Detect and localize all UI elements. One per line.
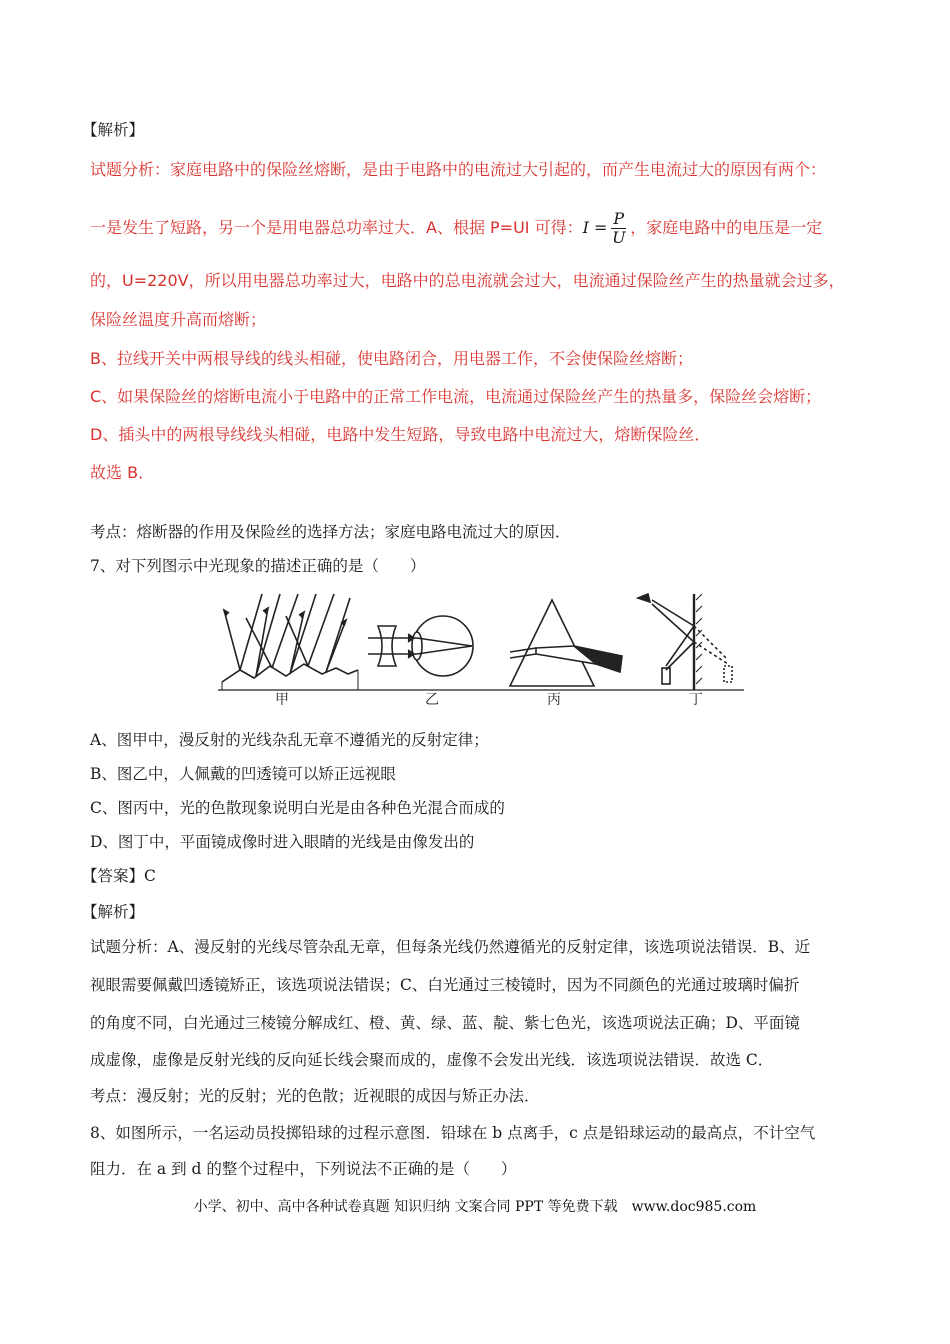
label-yi: 乙 [425, 692, 439, 708]
q7-option-c: C、图丙中，光的色散现象说明白光是由各种色光混合而成的 [90, 799, 505, 817]
formula-numerator: P [613, 209, 625, 228]
analysis-line: 保险丝温度升高而熔断； [90, 310, 267, 329]
formula-lhs: I = [582, 218, 608, 237]
q7-analysis-line: 试题分析：A、漫反射的光线尽管杂乱无章，但每条光线仍然遵循光的反射定律，该选项说法错误．B、近 [90, 938, 811, 956]
q8-line: 8、如图所示，一名运动员投掷铅球的过程示意图．铅球在 b 点离手，c 点是铅球运动的最高点，不计空气 [90, 1124, 816, 1142]
kaodian-1: 考点：熔断器的作用及保险丝的选择方法；家庭电路电流过大的原因． [90, 523, 571, 541]
figure-yi [368, 616, 473, 676]
optics-figure [218, 590, 744, 708]
analysis-line: B、拉线开关中两根导线的线头相碰，使电路闭合，用电器工作，不会使保险丝熔断； [90, 349, 693, 368]
page-footer: 小学、初中、高中各种试卷真题 知识归纳 文案合同 PPT 等免费下载 www.doc985.com [193, 1199, 757, 1215]
q7-analysis-line: 成虚像，虚像是反射光线的反向延长线会聚而成的，虚像不会发出光线．该选项说法错误．故选 C． [90, 1051, 774, 1069]
candle [662, 668, 670, 684]
q7-analysis-header: 【解析】 [82, 903, 145, 921]
analysis-header-1: 【解析】 [82, 121, 145, 139]
figure-bing [510, 600, 622, 686]
q7-option-d: D、图丁中，平面镜成像时进入眼睛的光线是由像发出的 [90, 833, 475, 851]
analysis-text: 一是发生了短路，另一个是用电器总功率过大．A、根据 P=UI 可得： [90, 218, 583, 237]
q7-kaodian: 考点：漫反射；光的反射；光的色散；近视眼的成因与矫正办法． [90, 1087, 540, 1105]
candle-image [724, 666, 732, 682]
q7-option-a: A、图甲中，漫反射的光线杂乱无章不遵循光的反射定律； [90, 731, 489, 749]
q7-answer: 【答案】C [82, 867, 156, 885]
analysis-line: 故选 B． [90, 463, 155, 482]
analysis-line: D、插头中的两根导线线头相碰，电路中发生短路，导致电路中电流过大，熔断保险丝． [90, 425, 711, 444]
figure-ding [638, 594, 732, 690]
prism [510, 600, 594, 686]
q7-analysis-line: 视眼需要佩戴凹透镜矫正，该选项说法错误；C、白光通过三棱镜时，因为不同颜色的光通过玻璃时偏折 [90, 976, 800, 994]
q7-analysis-line: 的角度不同，白光通过三棱镜分解成红、橙、黄、绿、蓝、靛、紫七色光，该选项说法正确；D、平面镜 [90, 1014, 800, 1032]
q7-option-b: B、图乙中，人佩戴的凹透镜可以矫正远视眼 [90, 765, 396, 783]
figure-jia [222, 594, 358, 690]
label-ding: 丁 [689, 692, 703, 708]
q7-stem: 7、对下列图示中光现象的描述正确的是（ ） [90, 557, 426, 575]
formula-denominator: U [612, 228, 626, 247]
concave-lens [378, 626, 396, 666]
analysis-line: C、如果保险丝的熔断电流小于电路中的正常工作电流，电流通过保险丝产生的热量多，保险丝会熔断； [90, 387, 822, 406]
formula-fraction [611, 210, 626, 247]
q8-line: 阻力．在 a 到 d 的整个过程中，下列说法不正确的是（ ） [90, 1160, 517, 1178]
analysis-line: 的，U=220V，所以用电器总功率过大，电路中的总电流就会过大，电流通过保险丝产生的热量就会过多， [90, 271, 845, 290]
label-jia: 甲 [275, 692, 289, 708]
analysis-line: 试题分析：家庭电路中的保险丝熔断，是由于电路中的电流过大引起的，而产生电流过大的原因有两个： [90, 160, 827, 179]
analysis-line-formula [90, 208, 822, 248]
analysis-text: ，家庭电路中的电压是一定 [630, 218, 823, 237]
label-bing: 丙 [547, 692, 561, 708]
eye-mark [638, 594, 650, 602]
